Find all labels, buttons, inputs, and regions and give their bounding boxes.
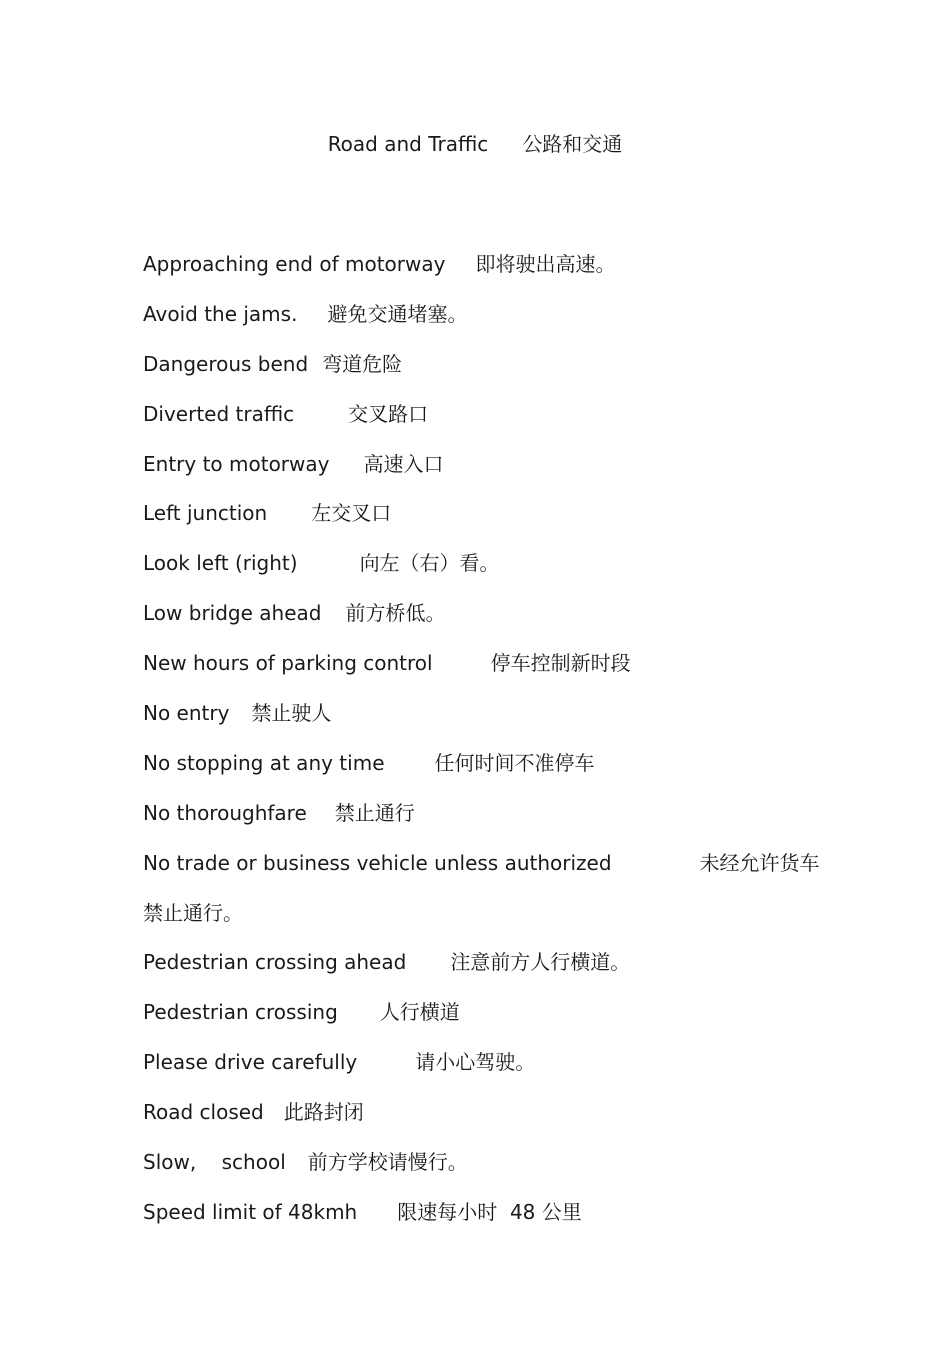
phrase-english: Slow, school (143, 1150, 286, 1175)
phrase-chinese-continued: 禁止通行。 (143, 900, 243, 925)
phrase-english: Diverted traffic (143, 401, 295, 426)
phrase-english: Dangerous bend (143, 351, 309, 376)
phrase-english: New hours of parking control (143, 651, 433, 676)
phrase-english: Pedestrian crossing (143, 1000, 338, 1025)
list-item (143, 751, 843, 801)
list-item (143, 501, 843, 551)
phrase-english: Speed limit of 48kmh (143, 1199, 358, 1224)
list-item (143, 801, 843, 851)
phrase-english: No thoroughfare (143, 800, 307, 825)
phrase-chinese: 禁止驶人 (251, 701, 332, 726)
phrase-chinese: 避免交通堵塞。 (327, 301, 468, 326)
list-item (143, 601, 843, 651)
phrase-english: Road closed (143, 1100, 264, 1125)
list-item (143, 1200, 843, 1250)
phrase-english: Low bridge ahead (143, 601, 322, 626)
phrase-chinese: 限速每小时 48 公里 (397, 1199, 582, 1224)
list-item (143, 452, 843, 502)
phrase-chinese: 前方桥低。 (345, 601, 446, 626)
phrase-english: Approaching end of motorway (143, 252, 446, 276)
phrase-chinese: 停车控制新时段 (490, 651, 631, 676)
phrase-chinese: 请小心驾驶。 (415, 1050, 536, 1075)
phrase-chinese: 即将驶出高速。 (475, 252, 616, 276)
list-item (143, 1150, 843, 1200)
title-english: Road and Traffic (327, 132, 489, 156)
list-item (143, 551, 843, 601)
phrase-english: Entry to motorway (143, 451, 330, 476)
phrase-chinese: 未经允许货车 (699, 850, 820, 875)
phrase-chinese: 高速入口 (363, 451, 444, 476)
list-item (143, 851, 843, 951)
phrase-english: Avoid the jams. (143, 301, 298, 326)
phrase-chinese: 向左（右）看。 (359, 551, 500, 576)
phrase-english: No entry (143, 701, 230, 726)
phrase-english: Look left (right) (143, 551, 298, 576)
phrase-english: Pedestrian crossing ahead (143, 950, 407, 975)
list-item (143, 402, 843, 452)
phrase-english: Left junction (143, 501, 268, 526)
phrase-chinese: 人行横道 (379, 1000, 460, 1025)
list-item (143, 701, 843, 751)
phrase-chinese: 任何时间不准停车 (434, 750, 595, 775)
list-item (143, 1100, 843, 1150)
page-title (0, 128, 950, 157)
phrase-chinese: 前方学校请慢行。 (307, 1150, 468, 1175)
list-item (143, 252, 843, 302)
phrase-chinese: 交叉路口 (348, 401, 429, 426)
title-chinese: 公路和交通 (522, 132, 623, 156)
phrase-english: No stopping at any time (143, 750, 385, 775)
phrase-chinese: 左交叉口 (311, 501, 392, 526)
phrase-chinese: 禁止通行 (334, 800, 415, 825)
list-item (143, 302, 843, 352)
list-item (143, 352, 843, 402)
list-item (143, 651, 843, 701)
phrase-list (143, 252, 843, 1250)
phrase-english: No trade or business vehicle unless authorized (143, 850, 612, 875)
phrase-chinese: 此路封闭 (283, 1100, 364, 1125)
phrase-chinese: 注意前方人行横道。 (450, 950, 631, 975)
list-item (143, 1000, 843, 1050)
phrase-english: Please drive carefully (143, 1050, 358, 1075)
list-item (143, 1050, 843, 1100)
phrase-chinese: 弯道危险 (322, 351, 403, 376)
list-item (143, 950, 843, 1000)
